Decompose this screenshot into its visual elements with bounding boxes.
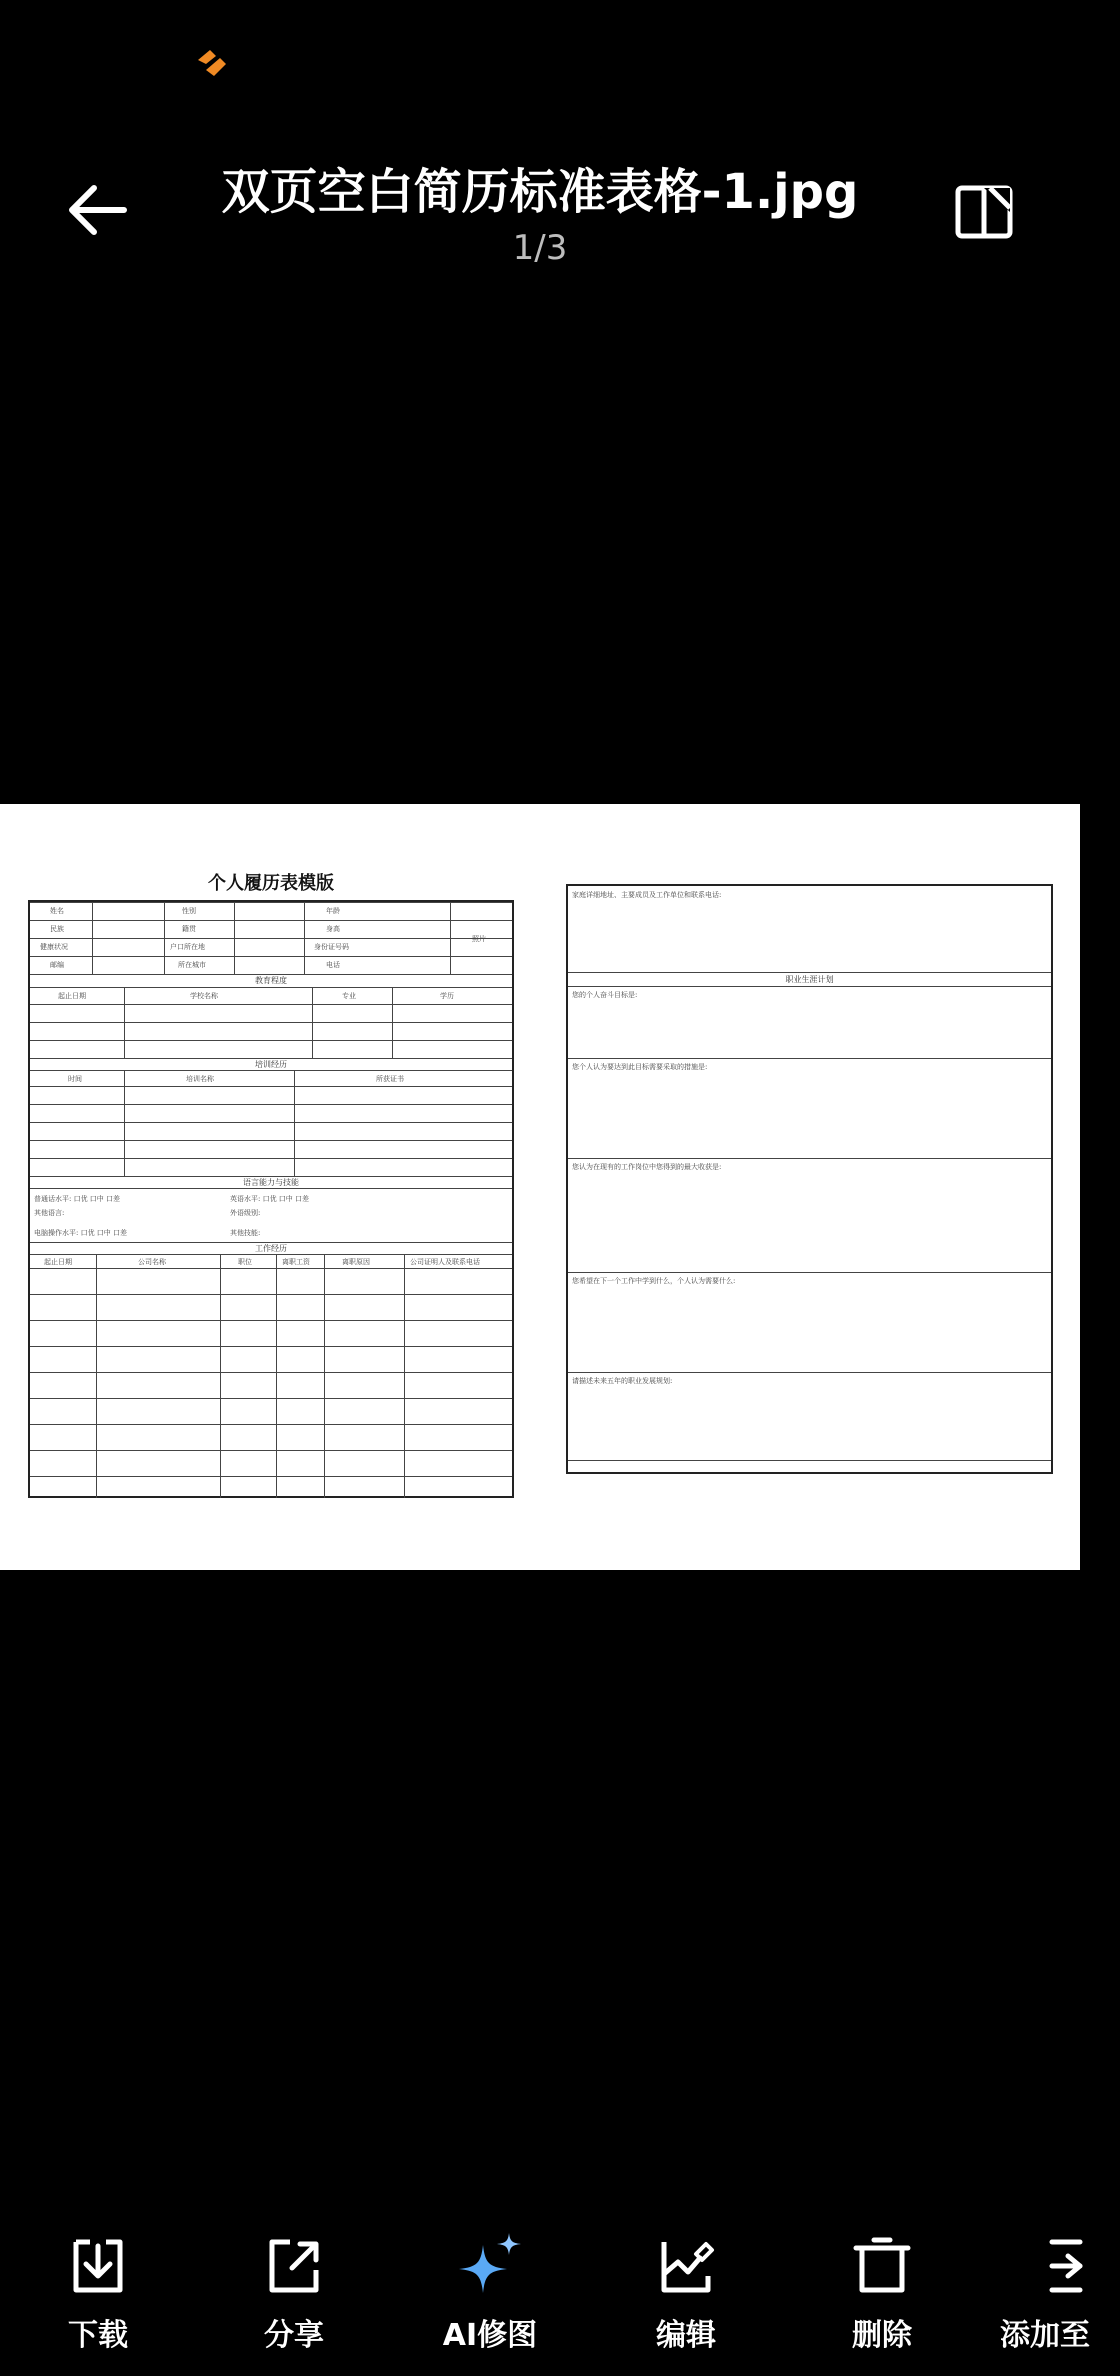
label-age: 年龄	[326, 907, 340, 915]
section-career: 职业生涯计划	[785, 975, 834, 984]
label-gender: 性别	[182, 907, 196, 915]
bottom-toolbar	[0, 2220, 1090, 2376]
lang-mandarin: 普通话水平: 口优 口中 口差	[34, 1195, 121, 1203]
section-language: 语言能力与技能	[243, 1178, 299, 1187]
lang-computer: 电脑操作水平: 口优 口中 口差	[34, 1229, 128, 1237]
label-ethnicity: 民族	[50, 925, 64, 933]
lang-english: 英语水平: 口优 口中 口差	[230, 1195, 310, 1203]
ai-retouch-button[interactable]	[430, 2234, 550, 2354]
arrow-left-icon	[66, 182, 130, 238]
label-photo: 照片	[472, 935, 486, 943]
work-header-position: 职位	[238, 1258, 252, 1266]
family-address-label: 家庭详细地址、主要成员及工作单位和联系电话:	[572, 891, 722, 899]
question-next-job: 您希望在下一个工作中学到什么，个人认为需要什么:	[572, 1277, 736, 1285]
download-button[interactable]	[38, 2234, 158, 2354]
add-to-icon	[1000, 2234, 1112, 2298]
edu-header-degree: 学历	[440, 992, 454, 1000]
document-page-left	[28, 872, 514, 1498]
page-indicator: 1/3	[512, 228, 568, 268]
train-header-time: 时间	[68, 1075, 82, 1083]
edu-header-major: 专业	[342, 992, 356, 1000]
share-button[interactable]	[234, 2234, 354, 2354]
delete-icon	[850, 2234, 914, 2298]
section-education: 教育程度	[255, 976, 287, 985]
train-header-cert: 所获证书	[376, 1075, 404, 1083]
delete-label: 删除	[852, 2318, 912, 2353]
edu-header-school: 学校名称	[190, 992, 218, 1000]
label-postcode: 邮编	[50, 961, 64, 969]
delete-button[interactable]	[822, 2234, 942, 2354]
work-header-reference: 公司证明人及联系电话	[410, 1258, 480, 1266]
career-form-grid	[566, 884, 1053, 1474]
back-button[interactable]	[58, 170, 138, 250]
share-label: 分享	[264, 2318, 324, 2353]
lang-skills: 其他技能:	[230, 1229, 261, 1237]
document-page-right	[566, 872, 1053, 1474]
download-icon	[66, 2234, 130, 2298]
label-residence: 户口所在地	[170, 943, 205, 951]
ai-retouch-label: AI修图	[442, 2318, 538, 2353]
work-header-salary: 离职工资	[282, 1258, 310, 1266]
label-hometown: 籍贯	[182, 925, 196, 933]
file-title: 双页空白简历标准表格-1.jpg	[221, 164, 859, 220]
question-gains: 您认为在现有的工作岗位中您得到的最大收获是:	[572, 1163, 722, 1171]
ai-sparkle-icon	[458, 2234, 522, 2298]
app-logo-icon	[192, 46, 232, 82]
download-label: 下载	[68, 2318, 128, 2353]
question-five-year: 请描述未来五年的职业发展规划:	[572, 1377, 673, 1385]
label-id: 身份证号码	[314, 943, 349, 951]
label-health: 健康状况	[40, 943, 68, 951]
work-header-company: 公司名称	[138, 1258, 166, 1266]
add-to-label: 添加至	[1000, 2318, 1090, 2353]
page-view-button[interactable]	[944, 172, 1024, 252]
label-city: 所在城市	[178, 961, 206, 969]
resume-form-grid	[28, 900, 514, 1498]
edit-label: 编辑	[656, 2318, 716, 2353]
header	[160, 160, 920, 268]
edit-button[interactable]	[626, 2234, 746, 2354]
lang-level: 外语级别:	[230, 1209, 261, 1217]
document-title: 个人履历表模版	[208, 873, 334, 894]
train-header-name: 培训名称	[186, 1075, 214, 1083]
work-header-dates: 起止日期	[44, 1258, 72, 1266]
edit-icon	[654, 2234, 718, 2298]
page-layout-icon	[954, 182, 1014, 242]
add-to-button[interactable]	[1000, 2234, 1120, 2354]
question-goal: 您的个人奋斗目标是:	[572, 991, 638, 999]
question-measures: 您个人认为要达到此目标需要采取的措施是:	[572, 1063, 708, 1071]
lang-other: 其他语言:	[34, 1209, 65, 1217]
section-work: 工作经历	[255, 1244, 287, 1253]
label-height: 身高	[326, 925, 340, 933]
section-training: 培训经历	[255, 1060, 287, 1069]
share-icon	[262, 2234, 326, 2298]
label-name: 姓名	[50, 907, 64, 915]
label-phone: 电话	[326, 961, 340, 969]
edu-header-dates: 起止日期	[58, 992, 86, 1000]
work-header-reason: 离职原因	[342, 1258, 370, 1266]
image-preview[interactable]	[0, 804, 1080, 1570]
